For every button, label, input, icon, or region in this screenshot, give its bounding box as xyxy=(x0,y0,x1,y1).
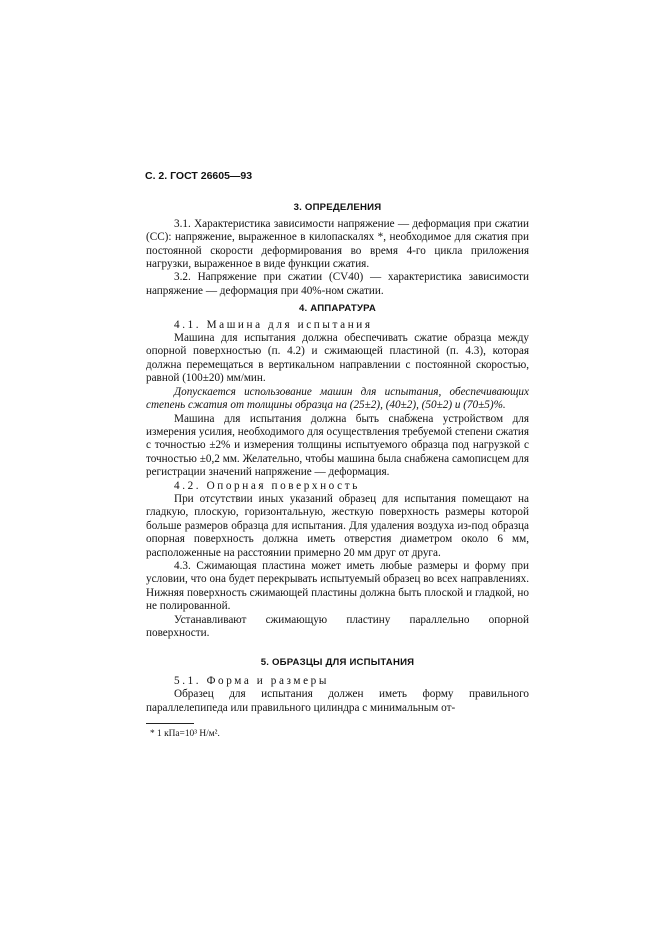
subsection-4-2-title: 4.2. Опорная поверхность xyxy=(174,479,360,492)
paragraph-4-1-b-text: Допускается использование машин для испытания, обеспечивающих степень сжатия от толщины образца на (25±2), (40±2), (50±2) и (70±5)%. xyxy=(146,385,529,412)
section-5-title: 5. ОБРАЗЦЫ ДЛЯ ИСПЫТАНИЯ xyxy=(260,657,415,669)
paragraph-4-2: При отсутствии иных указаний образец для испытания помещают на гладкую, плоскую, горизонтальную, жесткую поверхность размеры которой больше размеров образца для испытания. Для удаления воздуха из-под образца опорная поверхность должна иметь отверстия диаметром около 6 мм, расположенные на расстоянии примерно 20 мм друг от друга. xyxy=(146,492,529,559)
section-4-title: 4. АППАРАТУРА xyxy=(298,303,377,315)
subsection-5-1-title: 5.1. Форма и размеры xyxy=(174,674,329,687)
paragraph-4-3-b: Устанавливают сжимающую пластину параллельно опорной поверхности. xyxy=(146,613,529,639)
paragraph-5-1: Образец для испытания должен иметь форму правильного параллелепипеда или правильного цилиндра с минимальным от- xyxy=(146,688,529,714)
paragraph-4-1-c: Машина для испытания должна быть снабжена устройством для измерения усилия, необходимого для осуществления требуемой степени сжатия с точностью ±2% и измерения толщины испытуемого образца под нагрузкой с точностью ±0,2 мм. Желательно, чтобы машина была снабжена самописцем для регистрации значений напряжение — деформация. xyxy=(146,412,529,479)
footnote: * 1 кПа=10³ Н/м². xyxy=(150,729,220,740)
document-page xyxy=(146,170,529,741)
paragraph-3-1: 3.1. Характеристика зависимости напряжение — деформация при сжатии (CC): напряжение, выраженное в килопаскалях *, необходимое для сжатия при постоянной скорости деформирования во время 4-го цикла приложения нагрузки, выраженное в виде функции сжатия. xyxy=(146,217,529,271)
subsection-4-1-title: 4.1. Машина для испытания xyxy=(174,318,373,331)
paragraph-4-1-b xyxy=(146,386,529,413)
paragraph-4-3-a: 4.3. Сжимающая пластина может иметь любые размеры и форму при условии, что она будет перекрывать испытуемый образец во всех направлениях. Нижняя поверхность сжимающей пластины должна быть плоской и гладкой, но не полированной. xyxy=(146,559,529,613)
footnote-divider xyxy=(146,723,194,724)
section-3-title: 3. ОПРЕДЕЛЕНИЯ xyxy=(293,202,382,214)
paragraph-4-1-a: Машина для испытания должна обеспечивать сжатие образца между опорной поверхностью (п. 4.2) и сжимающей пластиной (п. 4.3), которая должна перемещаться в вертикальном направлении с постоянной скоростью, равной (100±20) мм/мин. xyxy=(146,332,529,385)
page-header: С. 2. ГОСТ 26605—93 xyxy=(145,170,253,182)
paragraph-3-2: 3.2. Напряжение при сжатии (CV40) — характеристика зависимости напряжение — деформация при 40%-ном сжатии. xyxy=(146,271,529,297)
